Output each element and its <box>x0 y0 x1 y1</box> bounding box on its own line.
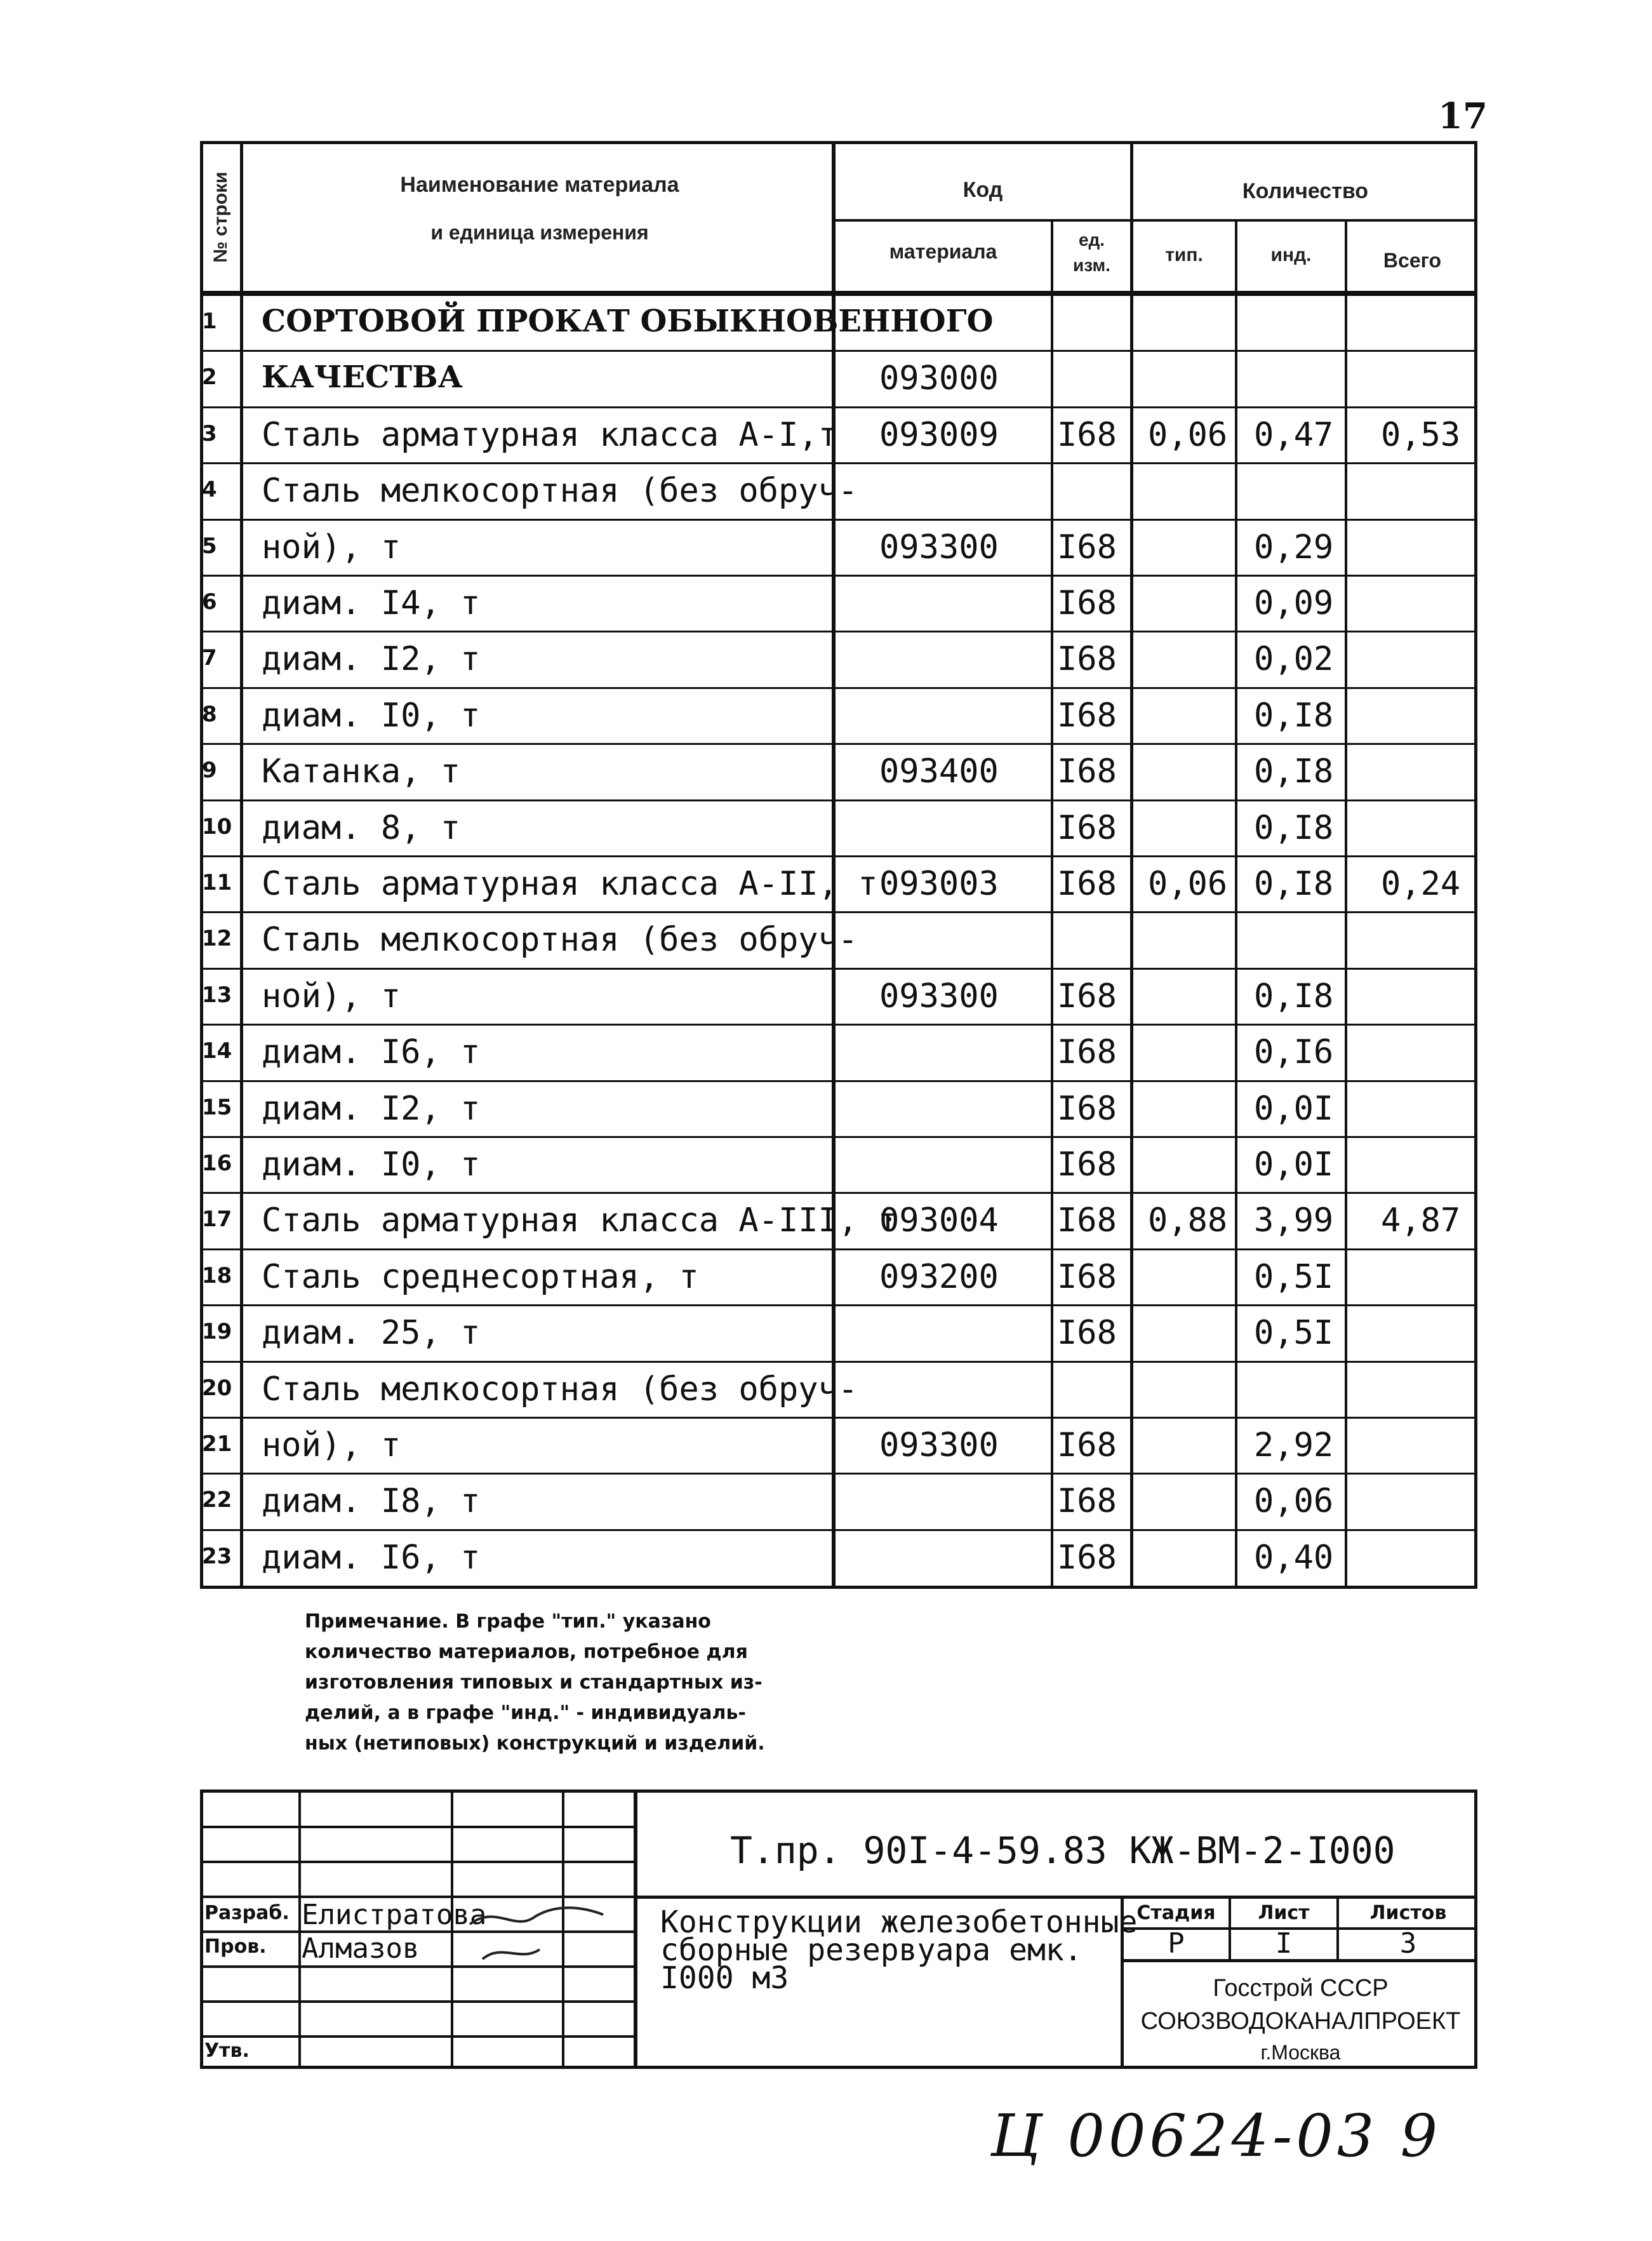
row-rule <box>200 575 1477 577</box>
cell-name: диам. I4, т <box>262 584 481 622</box>
code-header: Код <box>963 178 1003 202</box>
cell-name: диам. I2, т <box>262 1089 481 1128</box>
cell-ind: 0,I8 <box>1254 696 1334 735</box>
code-material-header: материала <box>889 240 997 263</box>
stage-value: Р <box>1168 1927 1185 1960</box>
cell-unit: I68 <box>1057 977 1117 1015</box>
cell-typ: 0,88 <box>1148 1201 1228 1240</box>
org-line: г.Москва <box>1260 2041 1341 2064</box>
tb-divider <box>298 1789 301 2069</box>
cell-ind: 0,I6 <box>1254 1033 1334 1072</box>
row-number-header <box>202 152 240 286</box>
row-number: 6 <box>202 589 217 615</box>
cell-total: 0,53 <box>1381 415 1461 454</box>
col-divider <box>1051 219 1053 1589</box>
note <box>305 1607 844 1759</box>
row-rule <box>200 519 1477 521</box>
cell-name: диам. 25, т <box>262 1314 481 1353</box>
row-rule <box>200 1361 1477 1363</box>
tb-row <box>200 1861 635 1863</box>
header-divider <box>832 219 1477 222</box>
project-title-line: Конструкции железобетонные <box>660 1904 1138 1940</box>
row-number: 11 <box>202 870 232 895</box>
name-developer: Елистратова <box>302 1899 487 1931</box>
org-line: Госстрой СССР <box>1213 1975 1389 2002</box>
note-line: делий, а в графе "инд." - индивидуаль- <box>305 1702 746 1724</box>
row-number: 21 <box>202 1431 232 1457</box>
role-developer: Разраб. <box>204 1902 290 1924</box>
code-unit-header-line1: ед. <box>1078 230 1105 250</box>
role-checker: Пров. <box>204 1936 267 1958</box>
row-number: 16 <box>202 1151 232 1176</box>
row-rule <box>200 1417 1477 1419</box>
row-rule <box>200 799 1477 801</box>
cell-ind: 0,40 <box>1254 1538 1334 1577</box>
project-title-line: I000 м3 <box>660 1960 789 1996</box>
cell-unit: I68 <box>1057 1257 1117 1296</box>
cell-unit: I68 <box>1057 696 1117 735</box>
row-rule <box>200 1024 1477 1026</box>
cell-name: Сталь среднесортная, т <box>262 1257 699 1296</box>
row-number: 5 <box>202 533 217 559</box>
archive-number: Ц 00624-03 9 <box>990 2102 1442 2170</box>
cell-name: Катанка, т <box>262 753 461 791</box>
sheet-value: I <box>1275 1927 1293 1960</box>
cell-ind: 0,5I <box>1254 1257 1334 1296</box>
row-rule <box>200 1136 1477 1138</box>
cell-total: 0,24 <box>1381 865 1461 903</box>
row-rule <box>200 462 1477 464</box>
note-line: изготовления типовых и стандартных из- <box>305 1671 763 1694</box>
cell-unit: I68 <box>1057 528 1117 566</box>
cell-ind: 0,09 <box>1254 584 1334 622</box>
cell-code: 093400 <box>879 753 999 791</box>
name-checker: Алмазов <box>302 1932 420 1965</box>
cell-ind: 0,5I <box>1254 1314 1334 1353</box>
row-rule <box>200 631 1477 632</box>
cell-unit: I68 <box>1057 1538 1117 1577</box>
cell-unit: I68 <box>1057 1033 1117 1072</box>
project-title <box>660 1904 1138 1996</box>
tb-row <box>635 1896 1477 1899</box>
cell-name: диам. I2, т <box>262 640 481 679</box>
cell-total: 4,87 <box>1381 1201 1461 1240</box>
row-rule <box>200 406 1477 408</box>
row-number: 23 <box>202 1543 232 1569</box>
cell-unit: I68 <box>1057 1482 1117 1521</box>
sheets-label: Листов <box>1369 1902 1447 1924</box>
row-rule <box>200 1248 1477 1250</box>
cell-ind: 0,I8 <box>1254 865 1334 903</box>
row-rule <box>200 1473 1477 1475</box>
cell-ind: 0,I8 <box>1254 753 1334 791</box>
sheet-label: Лист <box>1258 1902 1310 1924</box>
row-number: 10 <box>202 813 232 840</box>
cell-code: 093000 <box>879 359 999 398</box>
note-line: ных (нетиповых) конструкций и изделий. <box>305 1732 765 1755</box>
cell-code: 093300 <box>879 977 999 1015</box>
cell-name: диам. I0, т <box>262 1146 481 1184</box>
org-line: СОЮЗВОДОКАНАЛПРОЕКТ <box>1140 2008 1461 2035</box>
cell-name: диам. I6, т <box>262 1538 481 1577</box>
cell-ind: 0,02 <box>1254 640 1334 679</box>
material-name-header-line2: и единица измерения <box>430 221 649 244</box>
row-rule <box>200 1304 1477 1306</box>
cell-code: 093200 <box>879 1257 999 1296</box>
row-number: 19 <box>202 1319 232 1345</box>
cell-name: диам. I6, т <box>262 1033 481 1072</box>
cell-ind: 0,0I <box>1254 1146 1334 1184</box>
cell-ind: 0,I8 <box>1254 977 1334 1015</box>
cell-ind: 0,0I <box>1254 1089 1334 1128</box>
row-rule <box>200 1192 1477 1194</box>
row-number: 18 <box>202 1262 232 1288</box>
cell-ind: 3,99 <box>1254 1201 1334 1240</box>
quantity-header: Количество <box>1242 179 1369 203</box>
row-number: 2 <box>202 365 217 391</box>
cell-ind: 2,92 <box>1254 1426 1334 1464</box>
cell-unit: I68 <box>1057 1201 1117 1240</box>
tb-row <box>200 2000 635 2003</box>
cell-code: 093300 <box>879 1426 999 1464</box>
cell-typ: 0,06 <box>1148 865 1228 903</box>
cell-ind: 0,47 <box>1254 415 1334 454</box>
cell-name: ной), т <box>262 977 401 1015</box>
project-title-line: сборные резервуара емк. <box>660 1932 1082 1968</box>
cell-ind: 0,06 <box>1254 1482 1334 1521</box>
note-line: количество материалов, потребное для <box>305 1641 748 1663</box>
row-number: 17 <box>202 1207 232 1233</box>
cell-unit: I68 <box>1057 584 1117 622</box>
row-rule <box>200 743 1477 745</box>
material-name-header-line1: Наименование материала <box>400 173 679 197</box>
page-number: 17 <box>1438 95 1488 137</box>
row-number: 20 <box>202 1375 232 1401</box>
cell-unit: I68 <box>1057 1146 1117 1184</box>
row-number: 1 <box>202 309 217 334</box>
cell-name: Сталь арматурная класса А-II, т <box>262 865 878 903</box>
cell-name: Сталь мелкосортная (без обруч- <box>262 921 858 960</box>
row-number: 7 <box>202 645 217 671</box>
cell-unit: I68 <box>1057 753 1117 791</box>
col-divider <box>1130 141 1133 1589</box>
signature-mark <box>457 1899 610 1969</box>
cell-unit: I68 <box>1057 1426 1117 1464</box>
cell-name: Сталь мелкосортная (без обруч- <box>262 1370 858 1408</box>
row-rule <box>200 968 1477 970</box>
tb-row <box>200 1896 635 1898</box>
cell-code: 093003 <box>879 865 999 903</box>
cell-name: ной), т <box>262 1426 401 1464</box>
cell-name: Сталь мелкосортная (без обруч- <box>262 472 858 511</box>
row-number: 15 <box>202 1094 232 1120</box>
cell-name: диам. I0, т <box>262 696 481 735</box>
cell-typ: 0,06 <box>1148 415 1228 454</box>
row-number: 9 <box>202 758 217 784</box>
cell-unit: I68 <box>1057 415 1117 454</box>
cell-unit: I68 <box>1057 1089 1117 1128</box>
row-rule <box>200 911 1477 913</box>
row-rule <box>200 1529 1477 1531</box>
sheets-value: 3 <box>1399 1927 1417 1960</box>
col-divider <box>240 141 243 1589</box>
tb-row <box>200 1826 635 1828</box>
row-number: 4 <box>202 477 217 503</box>
qty-total-header: Всего <box>1383 249 1442 272</box>
row-number-header-text: № строки <box>210 171 231 263</box>
code-unit-header-line2: изм. <box>1073 255 1110 275</box>
note-line: Примечание. В графе "тип." указано <box>305 1610 711 1633</box>
cell-name: диам. I8, т <box>262 1482 481 1521</box>
tb-row <box>200 2035 635 2038</box>
header-bottom-line <box>200 291 1477 296</box>
cell-name: диам. 8, т <box>262 808 461 847</box>
row-rule <box>200 855 1477 857</box>
role-approver: Утв. <box>204 2040 250 2062</box>
row-rule <box>200 350 1477 352</box>
row-number: 12 <box>202 926 232 952</box>
cell-unit: I68 <box>1057 865 1117 903</box>
cell-name: Сталь арматурная класса А-I,т <box>262 415 838 454</box>
cell-code: 093004 <box>879 1201 999 1240</box>
row-number: 3 <box>202 420 217 446</box>
row-number: 14 <box>202 1038 232 1064</box>
cell-ind: 0,29 <box>1254 528 1334 566</box>
cell-code: 093300 <box>879 528 999 566</box>
cell-name: Сталь арматурная класса А-III, т <box>262 1201 898 1240</box>
row-number: 8 <box>202 701 217 727</box>
stage-label: Стадия <box>1136 1902 1216 1924</box>
cell-code: 093009 <box>879 415 999 454</box>
row-number: 13 <box>202 982 232 1008</box>
row-rule <box>200 687 1477 689</box>
row-number: 22 <box>202 1487 232 1513</box>
qty-individual-header: инд. <box>1270 244 1312 265</box>
cell-name: СОРТОВОЙ ПРОКАТ ОБЫКНОВЕННОГО <box>262 304 994 339</box>
qty-typical-header: тип. <box>1165 244 1203 265</box>
cell-unit: I68 <box>1057 640 1117 679</box>
document-designation: Т.пр. 90I-4-59.83 КЖ-ВМ-2-I000 <box>730 1829 1396 1872</box>
cell-name: КАЧЕСТВА <box>262 359 463 396</box>
row-rule <box>200 1080 1477 1082</box>
cell-unit: I68 <box>1057 1314 1117 1353</box>
tb-divider <box>634 1789 637 2069</box>
cell-ind: 0,I8 <box>1254 808 1334 847</box>
col-divider <box>1235 219 1237 1589</box>
col-divider <box>1345 219 1347 1589</box>
cell-name: ной), т <box>262 528 401 566</box>
cell-unit: I68 <box>1057 808 1117 847</box>
